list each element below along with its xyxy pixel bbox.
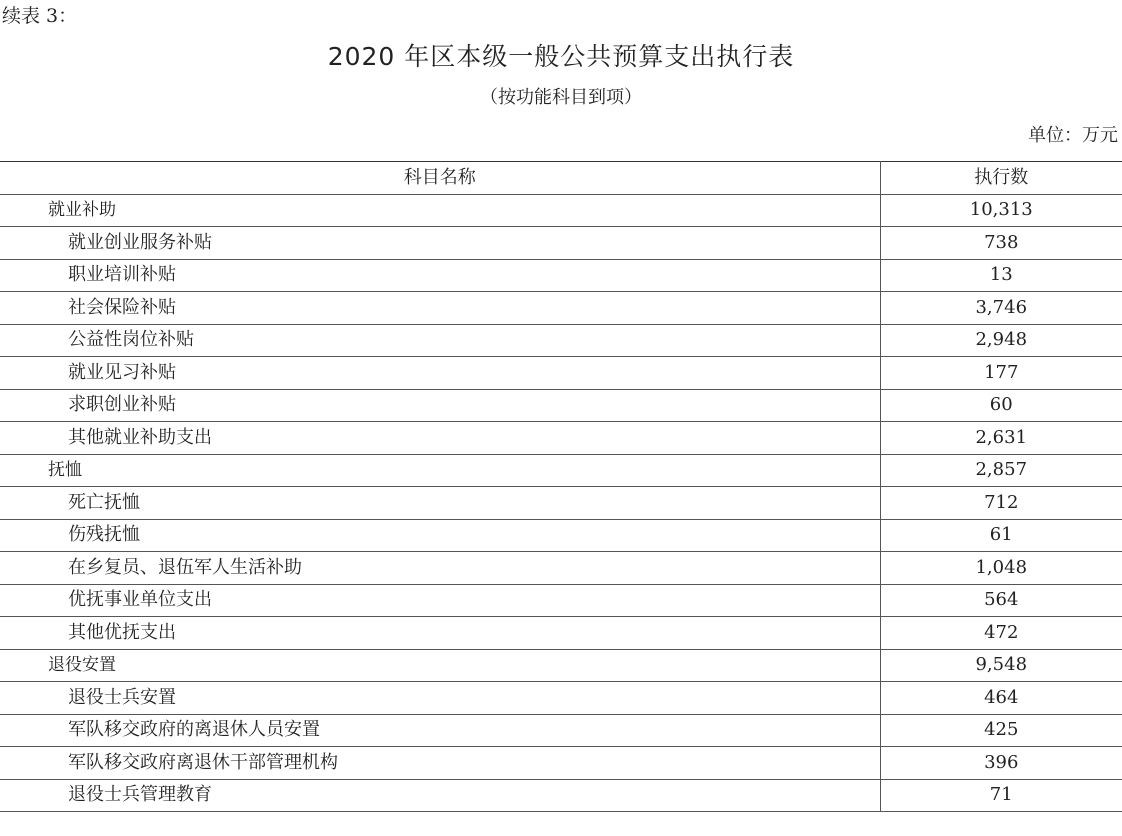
row-value-cell: 13 [989,264,1013,286]
table-row [0,519,1122,552]
row-name-cell: 职业培训补贴 [0,259,880,292]
table-row [0,682,1122,715]
table-row [0,292,1122,325]
table-row [0,259,1122,292]
row-value-cell: 425 [984,719,1019,741]
row-name-cell: 优抚事业单位支出 [0,584,880,617]
table-row [0,487,1122,520]
row-name-cell: 退役士兵管理教育 [0,779,880,812]
row-value-cell: 464 [984,686,1019,708]
row-name-cell: 抚恤 [0,454,880,487]
page-subtitle: （按功能科目到项） [480,87,642,108]
unit-label: 单位：万元 [1028,125,1118,146]
table-row [0,357,1122,390]
row-name-cell: 退役安置 [0,649,880,682]
row-value-cell: 2,948 [975,329,1028,351]
row-value-cell: 738 [984,231,1019,253]
table-row [0,779,1122,812]
table-row [0,747,1122,780]
row-value-cell: 396 [984,751,1019,773]
page-title: 2020 年区本级一般公共预算支出执行表 [327,42,795,71]
row-name-cell: 军队移交政府离退休干部管理机构 [0,747,880,780]
row-name-cell: 就业创业服务补贴 [0,227,880,260]
table-row [0,389,1122,422]
table-row-category [0,194,1122,227]
row-value-cell: 2,857 [975,459,1028,481]
row-value-cell: 177 [984,361,1019,383]
row-name-cell: 退役士兵安置 [0,682,880,715]
row-name-cell: 伤残抚恤 [0,519,880,552]
row-name-cell: 在乡复员、退伍军人生活补助 [0,552,880,585]
row-name-cell: 求职创业补贴 [0,389,880,422]
continuation-label: 续表 3： [2,5,78,27]
row-name-cell: 军队移交政府的离退休人员安置 [0,714,880,747]
row-value-cell: 9,548 [975,654,1028,676]
row-value-cell: 3,746 [975,296,1028,318]
row-value-cell: 564 [984,589,1019,611]
table-row [0,227,1122,260]
table-header-row [0,162,1122,195]
row-value-cell: 60 [989,394,1013,416]
column-header-name: 科目名称 [0,162,880,195]
row-name-cell: 就业补助 [0,194,880,227]
table-row [0,617,1122,650]
row-name-cell: 就业见习补贴 [0,357,880,390]
table-row-category [0,454,1122,487]
row-name-cell: 社会保险补贴 [0,292,880,325]
row-value-cell: 71 [989,784,1013,806]
row-value-cell: 472 [984,621,1019,643]
table-row [0,552,1122,585]
row-name-cell: 公益性岗位补贴 [0,324,880,357]
table-row [0,584,1122,617]
table-row-category [0,649,1122,682]
row-name-cell: 其他优抚支出 [0,617,880,650]
row-value-cell: 1,048 [975,556,1028,578]
row-value-cell: 712 [984,491,1019,513]
row-name-cell: 死亡抚恤 [0,487,880,520]
row-value-cell: 2,631 [975,426,1028,448]
column-header-value: 执行数 [974,166,1029,188]
row-value-cell: 10,313 [969,199,1033,221]
budget-table [0,161,1122,812]
table-body [0,194,1122,812]
row-value-cell: 61 [989,524,1013,546]
table-row [0,422,1122,455]
table-row [0,324,1122,357]
table-row [0,714,1122,747]
row-name-cell: 其他就业补助支出 [0,422,880,455]
